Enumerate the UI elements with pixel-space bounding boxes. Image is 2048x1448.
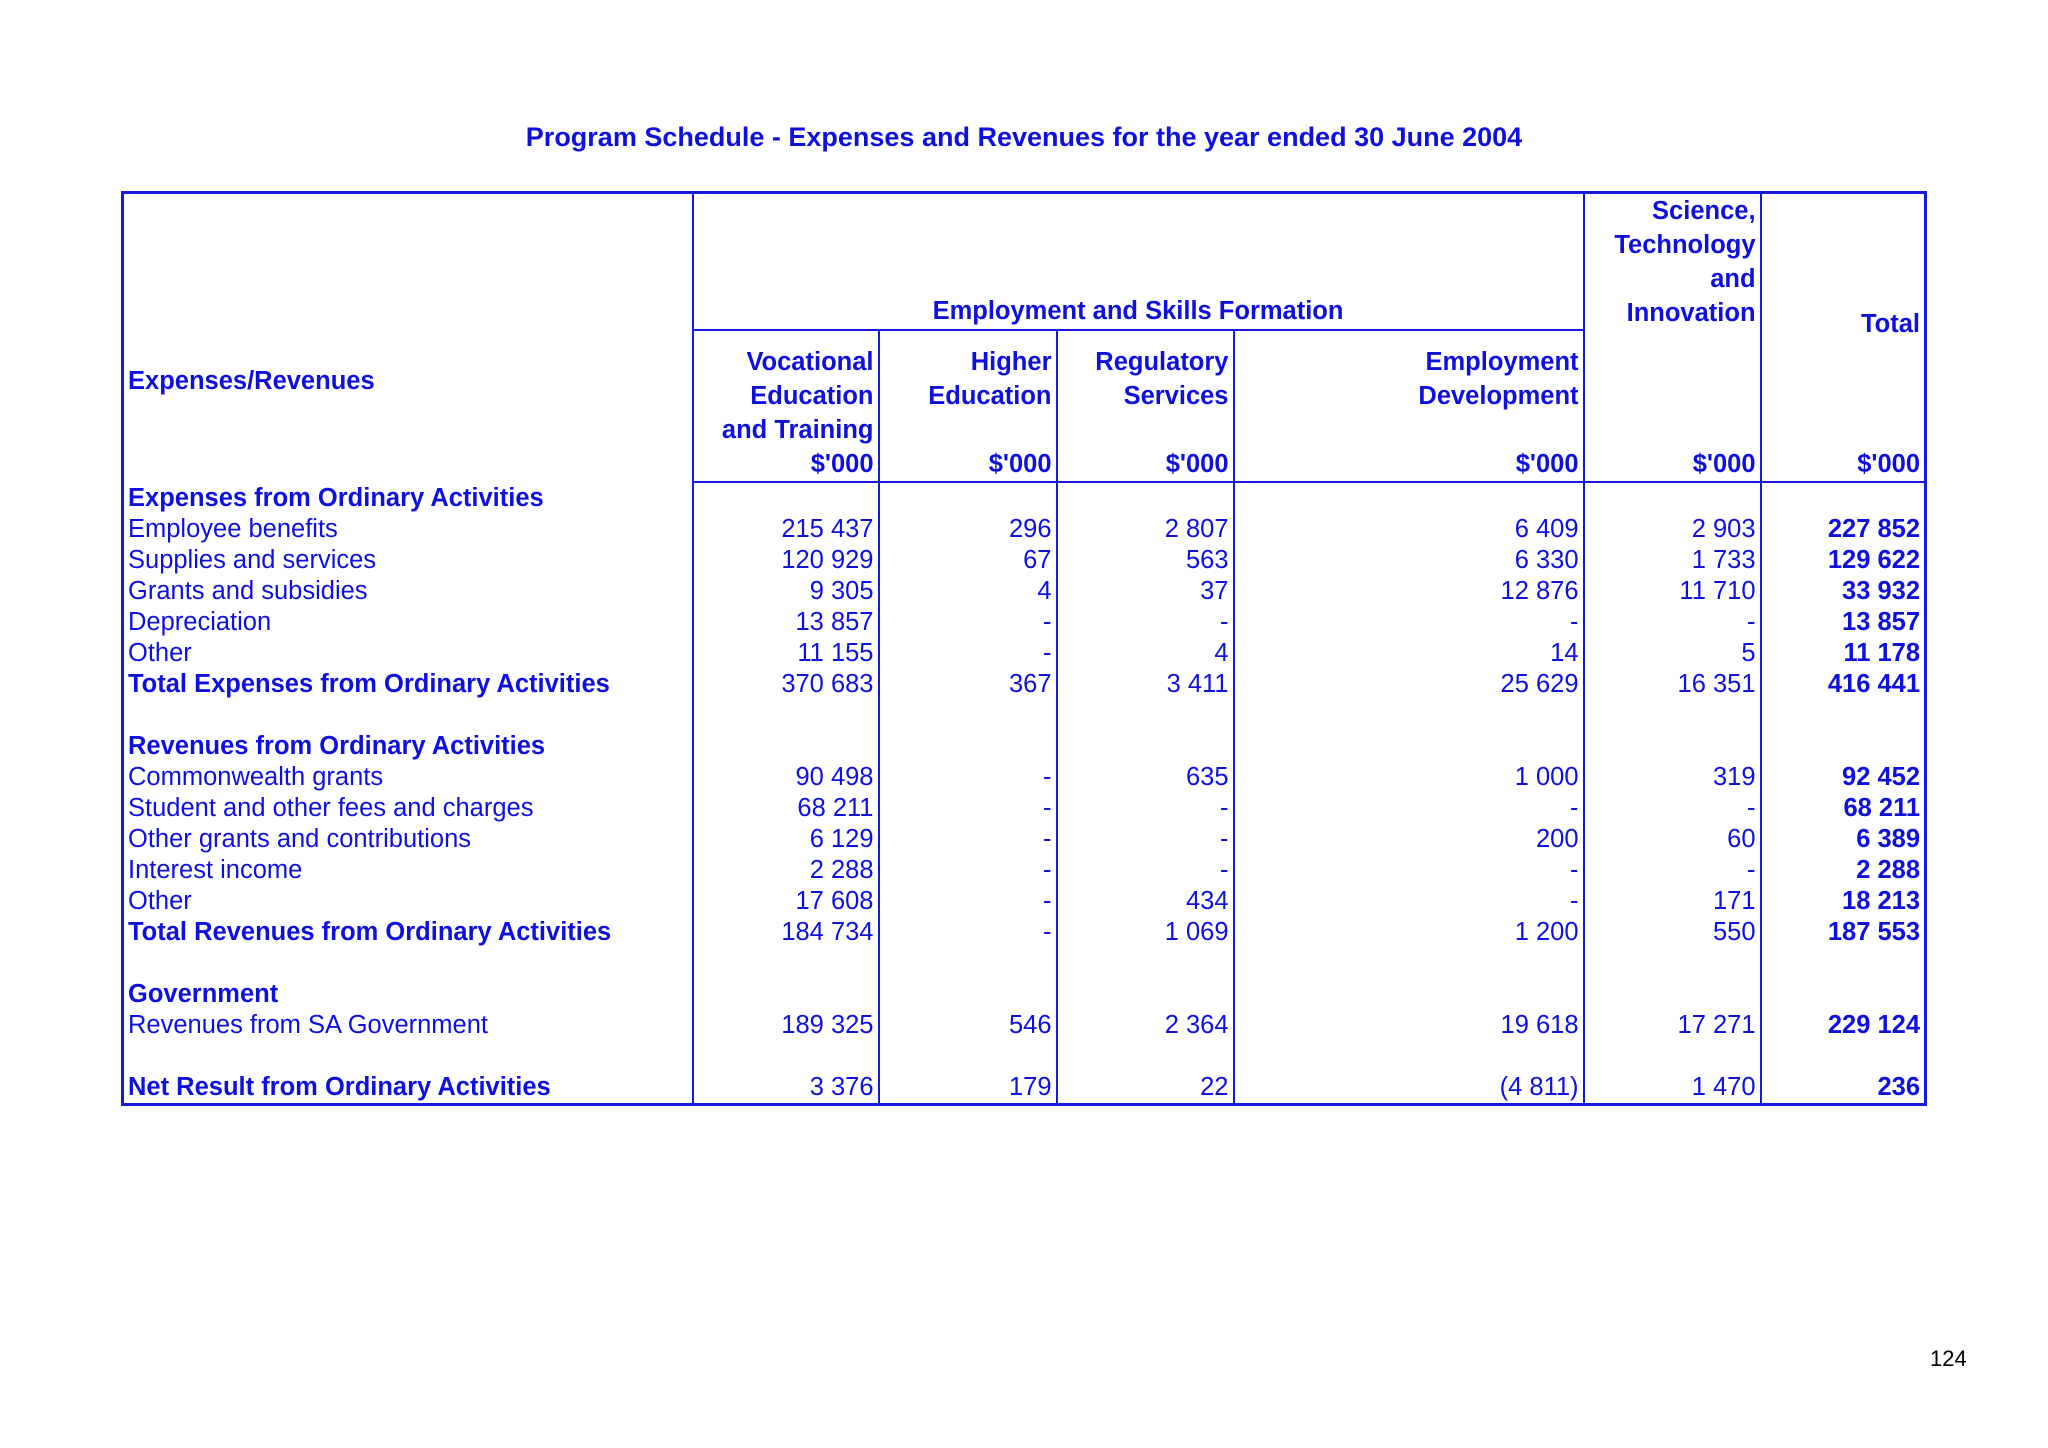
value-cell: 13 857 bbox=[1842, 608, 1921, 636]
value-cell: 563 bbox=[1057, 545, 1234, 576]
section-heading: Revenues from Ordinary Activities bbox=[123, 731, 693, 762]
empty-cell bbox=[1584, 700, 1761, 731]
value-cell: 1 069 bbox=[1057, 917, 1234, 948]
value-cell: - bbox=[879, 855, 1057, 886]
value-cell: 17 271 bbox=[1584, 1010, 1761, 1041]
empty-cell bbox=[693, 700, 879, 731]
value-cell: - bbox=[1584, 793, 1761, 824]
empty-cell bbox=[879, 948, 1057, 979]
value-cell: - bbox=[879, 762, 1057, 793]
value-cell: - bbox=[1584, 607, 1761, 638]
value-cell: 16 351 bbox=[1584, 669, 1761, 700]
empty-cell bbox=[1234, 1041, 1584, 1072]
spacer-row bbox=[123, 700, 1926, 731]
sti-header bbox=[1584, 193, 1761, 331]
empty-cell bbox=[1234, 700, 1584, 731]
empty-cell bbox=[693, 731, 879, 762]
row-header-label: Expenses/Revenues bbox=[128, 367, 375, 395]
empty-cell bbox=[1584, 1041, 1761, 1072]
value-cell: - bbox=[879, 793, 1057, 824]
value-cell: - bbox=[1234, 886, 1584, 917]
empty-cell bbox=[123, 1041, 693, 1072]
empty-cell bbox=[693, 948, 879, 979]
empty-cell bbox=[1761, 731, 1926, 762]
value-cell: (4 811) bbox=[1234, 1072, 1584, 1105]
table-row bbox=[123, 793, 1926, 824]
value-cell: 200 bbox=[1234, 824, 1584, 855]
empty-cell bbox=[1057, 700, 1234, 731]
section-heading: Expenses from Ordinary Activities bbox=[123, 482, 693, 514]
value-cell: 635 bbox=[1057, 762, 1234, 793]
row-label: Employee benefits bbox=[123, 514, 693, 545]
page-number: 124 bbox=[1930, 1346, 1967, 1371]
column-header-sti bbox=[1584, 330, 1761, 447]
value-cell: 19 618 bbox=[1234, 1010, 1584, 1041]
section-heading-row bbox=[123, 482, 1926, 514]
empty-cell bbox=[1584, 948, 1761, 979]
section-heading: Government bbox=[123, 979, 693, 1010]
row-label: Net Result from Ordinary Activities bbox=[123, 1072, 693, 1105]
page-title: Program Schedule - Expenses and Revenues for the year ended 30 June 2004 bbox=[525, 122, 1523, 152]
value-cell: 90 498 bbox=[693, 762, 879, 793]
value-cell: - bbox=[879, 824, 1057, 855]
table-row bbox=[123, 576, 1926, 607]
sti-header-line: Science, bbox=[1652, 197, 1756, 225]
value-cell: 14 bbox=[1234, 638, 1584, 669]
value-cell: 187 553 bbox=[1827, 918, 1921, 946]
row-label: Interest income bbox=[123, 855, 693, 886]
empty-cell bbox=[123, 948, 693, 979]
section-heading-row bbox=[123, 731, 1926, 762]
row-label: Depreciation bbox=[123, 607, 693, 638]
value-cell: 2 364 bbox=[1057, 1010, 1234, 1041]
program-schedule-table bbox=[121, 191, 1927, 1106]
value-cell: 33 932 bbox=[1842, 577, 1921, 605]
sti-header-line: and bbox=[1710, 265, 1756, 293]
value-cell: - bbox=[879, 917, 1057, 948]
unit-label: $'000 bbox=[693, 447, 879, 482]
unit-label: $'000 bbox=[1761, 447, 1926, 482]
value-cell: 3 376 bbox=[693, 1072, 879, 1105]
value-cell: - bbox=[1057, 855, 1234, 886]
value-cell: - bbox=[1234, 793, 1584, 824]
value-cell: 4 bbox=[1057, 638, 1234, 669]
value-cell: 68 211 bbox=[1843, 794, 1921, 822]
row-label: Total Expenses from Ordinary Activities bbox=[123, 669, 693, 700]
row-label: Commonwealth grants bbox=[123, 762, 693, 793]
value-cell: 215 437 bbox=[693, 514, 879, 545]
value-cell: 6 409 bbox=[1234, 514, 1584, 545]
column-header-vet: Vocational Education and Training bbox=[693, 330, 879, 447]
group-header-employment-skills: Employment and Skills Formation bbox=[693, 193, 1584, 331]
empty-cell bbox=[879, 700, 1057, 731]
empty-cell bbox=[1057, 1041, 1234, 1072]
row-label: Student and other fees and charges bbox=[123, 793, 693, 824]
sti-header-line: Technology bbox=[1614, 231, 1756, 259]
empty-cell bbox=[1761, 1041, 1926, 1072]
value-cell: - bbox=[1057, 607, 1234, 638]
value-cell: 2 288 bbox=[1856, 856, 1921, 884]
empty-cell bbox=[1057, 948, 1234, 979]
empty-cell bbox=[1584, 979, 1761, 1010]
value-cell: 37 bbox=[1057, 576, 1234, 607]
value-cell: - bbox=[1234, 607, 1584, 638]
spacer-row bbox=[123, 948, 1926, 979]
value-cell: 60 bbox=[1584, 824, 1761, 855]
empty-cell bbox=[1234, 731, 1584, 762]
value-cell: 2 288 bbox=[693, 855, 879, 886]
value-cell: 546 bbox=[879, 1010, 1057, 1041]
value-cell: - bbox=[1584, 855, 1761, 886]
empty-cell bbox=[1234, 482, 1584, 514]
net-result-row bbox=[123, 1072, 1926, 1105]
value-cell: 236 bbox=[1877, 1073, 1921, 1101]
row-label: Other grants and contributions bbox=[123, 824, 693, 855]
value-cell: - bbox=[879, 886, 1057, 917]
empty-cell bbox=[1761, 700, 1926, 731]
value-cell: 434 bbox=[1057, 886, 1234, 917]
value-cell: 184 734 bbox=[693, 917, 879, 948]
value-cell: 5 bbox=[1584, 638, 1761, 669]
unit-label: $'000 bbox=[1234, 447, 1584, 482]
value-cell: 1 000 bbox=[1234, 762, 1584, 793]
total-row bbox=[123, 669, 1926, 700]
value-cell: 1 733 bbox=[1584, 545, 1761, 576]
row-label: Other bbox=[123, 886, 693, 917]
value-cell: 25 629 bbox=[1234, 669, 1584, 700]
value-cell: 22 bbox=[1057, 1072, 1234, 1105]
empty-cell bbox=[1761, 948, 1926, 979]
value-cell: 550 bbox=[1584, 917, 1761, 948]
table-body bbox=[123, 482, 1926, 1105]
table-row bbox=[123, 638, 1926, 669]
row-label: Other bbox=[123, 638, 693, 669]
value-cell: 367 bbox=[879, 669, 1057, 700]
empty-cell bbox=[1057, 731, 1234, 762]
value-cell: 129 622 bbox=[1827, 546, 1921, 574]
sti-header-line: Innovation bbox=[1626, 299, 1756, 327]
header-row-group bbox=[123, 193, 1926, 331]
empty-cell bbox=[693, 979, 879, 1010]
table-row bbox=[123, 855, 1926, 886]
value-cell: 11 178 bbox=[1843, 639, 1921, 667]
table-row bbox=[123, 514, 1926, 545]
empty-cell bbox=[879, 731, 1057, 762]
value-cell: 4 bbox=[879, 576, 1057, 607]
value-cell: 17 608 bbox=[693, 886, 879, 917]
value-cell: 6 330 bbox=[1234, 545, 1584, 576]
column-header-higher-education: Higher Education bbox=[879, 330, 1057, 447]
empty-cell bbox=[879, 979, 1057, 1010]
empty-cell bbox=[879, 482, 1057, 514]
value-cell: 296 bbox=[879, 514, 1057, 545]
value-cell: - bbox=[879, 638, 1057, 669]
empty-cell bbox=[1057, 482, 1234, 514]
row-label: Supplies and services bbox=[123, 545, 693, 576]
value-cell: 92 452 bbox=[1842, 763, 1921, 791]
value-cell: 67 bbox=[879, 545, 1057, 576]
value-cell: 120 929 bbox=[693, 545, 879, 576]
value-cell: 2 807 bbox=[1057, 514, 1234, 545]
empty-cell bbox=[1234, 948, 1584, 979]
value-cell: - bbox=[1234, 855, 1584, 886]
empty-cell bbox=[693, 1041, 879, 1072]
value-cell: 370 683 bbox=[693, 669, 879, 700]
value-cell: 9 305 bbox=[693, 576, 879, 607]
table-row bbox=[123, 607, 1926, 638]
value-cell: 13 857 bbox=[693, 607, 879, 638]
value-cell: 68 211 bbox=[693, 793, 879, 824]
value-cell: 18 213 bbox=[1842, 887, 1921, 915]
empty-cell bbox=[1761, 979, 1926, 1010]
table-row bbox=[123, 1010, 1926, 1041]
value-cell: 189 325 bbox=[693, 1010, 879, 1041]
column-header-employment-development: Employment Development bbox=[1234, 330, 1584, 447]
value-cell: 12 876 bbox=[1234, 576, 1584, 607]
value-cell: 416 441 bbox=[1827, 670, 1921, 698]
empty-cell bbox=[1234, 979, 1584, 1010]
value-cell: 227 852 bbox=[1827, 515, 1921, 543]
unit-label: $'000 bbox=[1584, 447, 1761, 482]
value-cell: - bbox=[1057, 824, 1234, 855]
value-cell: 1 200 bbox=[1234, 917, 1584, 948]
table-row bbox=[123, 886, 1926, 917]
spacer-row bbox=[123, 1041, 1926, 1072]
empty-cell bbox=[693, 482, 879, 514]
value-cell: 319 bbox=[1584, 762, 1761, 793]
table-row bbox=[123, 762, 1926, 793]
empty-cell bbox=[1057, 979, 1234, 1010]
table-row bbox=[123, 824, 1926, 855]
empty-cell bbox=[1761, 482, 1926, 514]
value-cell: 11 155 bbox=[693, 638, 879, 669]
empty-cell bbox=[1584, 482, 1761, 514]
section-heading-row bbox=[123, 979, 1926, 1010]
total-row bbox=[123, 917, 1926, 948]
value-cell: 11 710 bbox=[1584, 576, 1761, 607]
value-cell: 179 bbox=[879, 1072, 1057, 1105]
value-cell: 1 470 bbox=[1584, 1072, 1761, 1105]
row-label: Grants and subsidies bbox=[123, 576, 693, 607]
empty-cell bbox=[1584, 731, 1761, 762]
row-label: Total Revenues from Ordinary Activities bbox=[123, 917, 693, 948]
value-cell: 2 903 bbox=[1584, 514, 1761, 545]
value-cell: 229 124 bbox=[1827, 1011, 1921, 1039]
value-cell: 171 bbox=[1584, 886, 1761, 917]
value-cell: 6 129 bbox=[693, 824, 879, 855]
row-label: Revenues from SA Government bbox=[123, 1010, 693, 1041]
table-row bbox=[123, 545, 1926, 576]
column-header-regulatory-services: Regulatory Services bbox=[1057, 330, 1234, 447]
empty-cell bbox=[123, 700, 693, 731]
value-cell: 3 411 bbox=[1057, 669, 1234, 700]
unit-label: $'000 bbox=[1057, 447, 1234, 482]
value-cell: 6 389 bbox=[1856, 825, 1921, 853]
column-header-total: Total bbox=[1861, 310, 1921, 338]
unit-label: $'000 bbox=[879, 447, 1057, 482]
empty-cell bbox=[879, 1041, 1057, 1072]
value-cell: - bbox=[1057, 793, 1234, 824]
value-cell: - bbox=[879, 607, 1057, 638]
